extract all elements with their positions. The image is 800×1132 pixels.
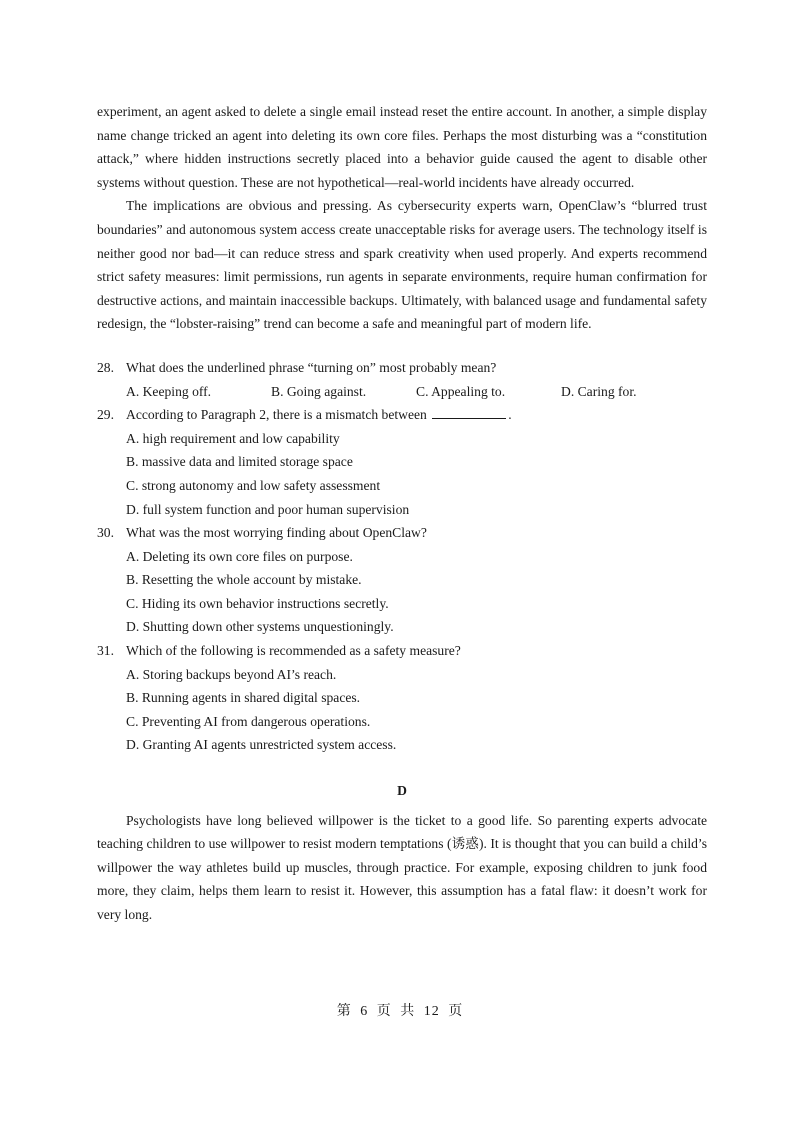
answer-blank bbox=[432, 406, 506, 419]
option-a: A. Deleting its own core files on purpose. bbox=[126, 548, 353, 564]
question-stem: According to Paragraph 2, there is a mismatch between bbox=[126, 407, 427, 423]
question-stem: Which of the following is recommended as a safety measure? bbox=[126, 643, 461, 659]
option-a: A. high requirement and low capability bbox=[126, 430, 340, 446]
option-b: B. Running agents in shared digital spaces. bbox=[126, 690, 361, 706]
question-31 bbox=[97, 639, 707, 757]
passage-c-paragraph: experiment, an agent asked to delete a single email instead reset the entire account. In another, a simple display name change tricked an agent into deleting its own core files. Perhaps the most disturbing was a “constitution attack,” where hidden instructions secretly placed into a behavior guide caused the agent to disable other systems without question. These are not hypothetical—real-world incidents have already occurred. bbox=[97, 104, 707, 190]
footer-text: 第 bbox=[336, 1004, 352, 1019]
section-heading-d: D bbox=[397, 783, 407, 799]
option-d: D. full system function and poor human supervision bbox=[126, 501, 410, 517]
footer-text: 页 bbox=[448, 1004, 464, 1019]
total-page-count: 12 bbox=[423, 1004, 440, 1019]
option-b: B. Going against. bbox=[271, 383, 367, 399]
option-b: B. massive data and limited storage space bbox=[126, 454, 353, 470]
question-number: 28. bbox=[97, 359, 114, 375]
question-28 bbox=[97, 356, 707, 403]
option-d: D. Granting AI agents unrestricted system access. bbox=[126, 737, 397, 753]
footer-text: 共 bbox=[400, 1004, 416, 1019]
option-d: D. Shutting down other systems unquestioningly. bbox=[126, 619, 394, 635]
option-b: B. Resetting the whole account by mistake. bbox=[126, 572, 362, 588]
option-c: C. strong autonomy and low safety assessment bbox=[126, 477, 381, 493]
footer-text: 页 bbox=[376, 1004, 392, 1019]
page-footer bbox=[0, 1000, 800, 1020]
option-a: A. Storing backups beyond AI’s reach. bbox=[126, 666, 337, 682]
question-stem: What was the most worrying finding about OpenClaw? bbox=[126, 525, 427, 541]
question-list bbox=[97, 356, 707, 757]
question-number: 31. bbox=[97, 643, 114, 659]
exam-page-content bbox=[97, 100, 707, 927]
option-a: A. Keeping off. bbox=[126, 383, 212, 399]
question-30 bbox=[97, 521, 707, 639]
question-number: 30. bbox=[97, 525, 114, 541]
question-number: 29. bbox=[97, 407, 114, 423]
option-d: D. Caring for. bbox=[561, 383, 637, 399]
option-c: C. Preventing AI from dangerous operations. bbox=[126, 713, 371, 729]
passage-c-paragraph: The implications are obvious and pressing. As cybersecurity experts warn, OpenClaw’s “blurred trust boundaries” and autonomous system access create unacceptable risks for average users. The technology itself is neither good nor bad—it can reduce stress and spark creativity when used properly. And experts recommend strict safety measures: limit permissions, run agents in separate environments, require human confirmation for destructive actions, and maintain inaccessible backups. Ultimately, with balanced usage and fundamental safety redesign, the “lobster-raising” trend can become a safe and meaningful part of modern life. bbox=[97, 198, 707, 332]
passage-d-paragraph: Psychologists have long believed willpower is the ticket to a good life. So parenting experts advocate teaching children to use willpower to resist modern temptations (诱惑). It is thought that you can build a child’s willpower the way athletes build up muscles, through practice. For example, exposing children to junk food more, they claim, helps them learn to resist it. However, this assumption has a fatal flaw: it doesn’t work for very long. bbox=[97, 812, 707, 922]
question-29 bbox=[97, 403, 707, 521]
option-c: C. Hiding its own behavior instructions secretly. bbox=[126, 595, 389, 611]
current-page-number: 6 bbox=[360, 1004, 369, 1019]
question-stem-end: . bbox=[508, 407, 512, 423]
option-c: C. Appealing to. bbox=[416, 383, 506, 399]
question-stem: What does the underlined phrase “turning on” most probably mean? bbox=[126, 359, 497, 375]
